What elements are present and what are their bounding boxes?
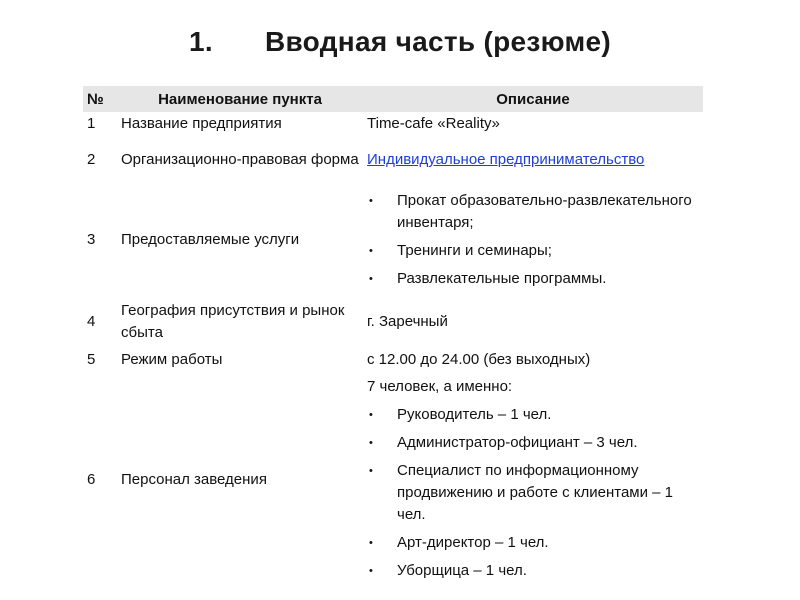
row-name: Предоставляемые услуги <box>121 231 300 248</box>
row-description: г. Заречный <box>367 313 448 330</box>
table-row <box>83 136 703 184</box>
services-list <box>367 190 699 290</box>
table-row <box>83 112 703 136</box>
row-number: 3 <box>87 231 96 248</box>
row-name: Название предприятия <box>121 115 282 132</box>
row-description <box>363 184 703 296</box>
row-number: 5 <box>87 351 96 368</box>
row-number: 1 <box>87 115 96 132</box>
list-item: • Прокат образовательно-развлекательного инвентаря; <box>367 190 699 234</box>
list-item: • Уборщица – 1 чел. <box>367 560 699 582</box>
summary-table <box>83 86 703 588</box>
row-description: Time-cafe «Reality» <box>367 115 500 132</box>
header-name: Наименование пункта <box>117 86 363 112</box>
title-number: 1. <box>189 26 213 57</box>
list-item: • Арт-директор – 1 чел. <box>367 532 699 554</box>
table-header-row <box>83 86 703 112</box>
row-description <box>363 136 703 184</box>
row-name: Персонал заведения <box>121 471 267 488</box>
page-title <box>0 26 800 58</box>
title-text: Вводная часть (резюме) <box>265 26 611 57</box>
table-row <box>83 348 703 372</box>
row-description: с 12.00 до 24.00 (без выходных) <box>367 351 591 368</box>
list-item: • Руководитель – 1 чел. <box>367 404 699 426</box>
list-item: • Специалист по информационному продвижению и работе с клиентами – 1 чел. <box>367 460 699 526</box>
staff-list <box>367 404 699 582</box>
row-number: 4 <box>87 313 96 330</box>
row-name: Режим работы <box>121 351 223 368</box>
row-description <box>363 372 703 588</box>
row-number: 2 <box>87 151 96 168</box>
list-item: • Развлекательные программы. <box>367 268 699 290</box>
row-name: Организационно-правовая форма <box>121 151 359 168</box>
list-item: • Тренинги и семинары; <box>367 240 699 262</box>
staff-intro: 7 человек, а именно: <box>367 378 513 395</box>
row-number: 6 <box>87 471 96 488</box>
table-row <box>83 296 703 348</box>
list-item: • Администратор-официант – 3 чел. <box>367 432 699 454</box>
table-row <box>83 372 703 588</box>
row-name: География присутствия и рынок сбыта <box>121 302 345 341</box>
org-form-link[interactable]: Индивидуальное предпринимательство <box>367 151 645 168</box>
header-number: № <box>83 86 117 112</box>
header-description: Описание <box>363 86 703 112</box>
table-row <box>83 184 703 296</box>
